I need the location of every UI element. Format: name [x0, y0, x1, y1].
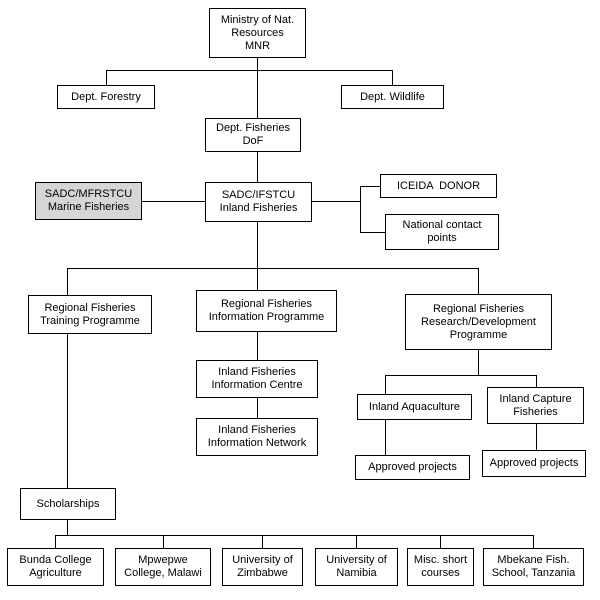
- node-label: Agriculture: [29, 567, 82, 579]
- node-label: University of: [232, 554, 293, 566]
- connector-line: [257, 70, 258, 118]
- node-sadc-ifstcu-inland-fisheries: [205, 182, 312, 222]
- node-label: Inland Aquaculture: [368, 400, 461, 413]
- node-label: Information Network: [207, 437, 307, 449]
- connector-line: [356, 535, 357, 548]
- node-mbekane-fish-school-tanzania: [483, 548, 584, 586]
- node-dept-forestry: [57, 85, 155, 109]
- node-approved-projects-capture: [482, 450, 586, 477]
- node-label: Research/Development: [421, 315, 536, 328]
- connector-line: [67, 268, 478, 269]
- connector-line: [257, 58, 258, 70]
- node-label: Information Programme: [208, 311, 325, 323]
- connector-line: [257, 398, 258, 418]
- node-university-of-namibia: [315, 548, 398, 586]
- node-label: ICEIDA DONOR: [396, 179, 481, 192]
- connector-line: [536, 424, 537, 450]
- node-mpwepwe-college-malawi: [115, 548, 211, 586]
- node-label: Bunda College: [19, 554, 92, 566]
- connector-line: [478, 350, 479, 375]
- connector-line: [536, 375, 537, 387]
- node-label: College, Malawi: [124, 567, 202, 579]
- connector-line: [67, 520, 68, 535]
- node-university-of-zimbabwe: [222, 548, 303, 586]
- node-label: University of: [326, 554, 387, 566]
- node-dept-wildlife: [341, 85, 444, 109]
- node-label: Approved projects: [489, 457, 579, 469]
- node-approved-projects-aquaculture: [355, 455, 470, 480]
- connector-line: [163, 535, 164, 548]
- connector-line: [385, 375, 536, 376]
- node-label: Resources: [231, 26, 284, 39]
- node-national-contact-points: [385, 214, 499, 250]
- node-inland-capture-fisheries: [487, 387, 584, 424]
- node-sadc-mfrstcu-marine-fisheries: [35, 182, 142, 220]
- node-misc-short-courses: [407, 548, 474, 586]
- node-label: Mpwepwe: [138, 554, 188, 566]
- connector-line: [67, 334, 68, 488]
- node-label: courses: [421, 567, 460, 579]
- connector-line: [257, 268, 258, 290]
- node-label: Scholarships: [36, 497, 100, 510]
- node-label: Dept. Wildlife: [360, 90, 425, 103]
- node-label: MNR: [244, 39, 271, 52]
- connector-line: [478, 268, 479, 294]
- node-dept-fisheries: [205, 118, 301, 152]
- node-label: Zimbabwe: [237, 567, 288, 579]
- node-label: National contact: [402, 219, 482, 231]
- node-label: Ministry of Nat.: [220, 13, 295, 26]
- node-label: Dept. Forestry: [71, 90, 141, 103]
- node-label: DoF: [242, 135, 264, 147]
- node-regional-fisheries-research-development-programme: [405, 294, 552, 350]
- node-label: Training Programme: [40, 314, 140, 327]
- connector-line: [533, 535, 534, 548]
- connector-line: [385, 420, 386, 455]
- node-label: Mbekane Fish.: [497, 554, 570, 566]
- connector-line: [257, 152, 258, 182]
- connector-line: [106, 70, 107, 85]
- node-label: Inland Fisheries: [218, 424, 296, 436]
- node-regional-fisheries-training-programme: [28, 295, 152, 334]
- node-label: Regional Fisheries: [432, 302, 525, 315]
- node-label: Namibia: [336, 567, 377, 579]
- connector-line: [360, 186, 361, 232]
- connector-line: [257, 222, 258, 268]
- connector-line: [67, 268, 68, 295]
- connector-line: [312, 201, 360, 202]
- node-label: Inland Fisheries: [219, 202, 298, 214]
- node-label: SADC/IFSTCU: [221, 189, 296, 201]
- connector-line: [392, 70, 393, 85]
- node-label: Information Centre: [211, 379, 303, 391]
- node-iceida-donor: [380, 174, 497, 198]
- connector-line: [262, 535, 263, 548]
- node-label: Fisheries: [513, 405, 558, 418]
- connector-line: [360, 232, 385, 233]
- node-label: Inland Fisheries: [218, 366, 296, 378]
- node-inland-aquaculture: [357, 394, 472, 420]
- node-label: Approved projects: [368, 461, 457, 473]
- node-regional-fisheries-information-programme: [196, 290, 337, 332]
- node-label: Marine Fisheries: [47, 201, 130, 213]
- connector-line: [257, 332, 258, 360]
- connector-line: [385, 375, 386, 394]
- connector-line: [55, 535, 533, 536]
- node-label: Dept. Fisheries: [216, 122, 290, 134]
- node-label: Programme: [449, 328, 508, 341]
- node-scholarships: [20, 488, 116, 520]
- node-inland-fisheries-information-centre: [196, 360, 318, 398]
- node-ministry-nat-resources: [209, 8, 306, 58]
- connector-line: [360, 186, 380, 187]
- node-label: SADC/MFRSTCU: [44, 188, 133, 200]
- node-inland-fisheries-information-network: [196, 418, 318, 456]
- node-label: Inland Capture: [499, 392, 572, 405]
- node-label: points: [427, 232, 457, 244]
- node-label: School, Tanzania: [491, 567, 576, 579]
- connector-line: [55, 535, 56, 548]
- node-label: Misc. short: [413, 554, 468, 566]
- connector-line: [106, 70, 392, 71]
- connector-line: [440, 535, 441, 548]
- node-label: Regional Fisheries: [44, 301, 136, 314]
- connector-line: [142, 201, 205, 202]
- node-label: Regional Fisheries: [220, 298, 313, 310]
- node-bunda-college-agriculture: [7, 548, 104, 586]
